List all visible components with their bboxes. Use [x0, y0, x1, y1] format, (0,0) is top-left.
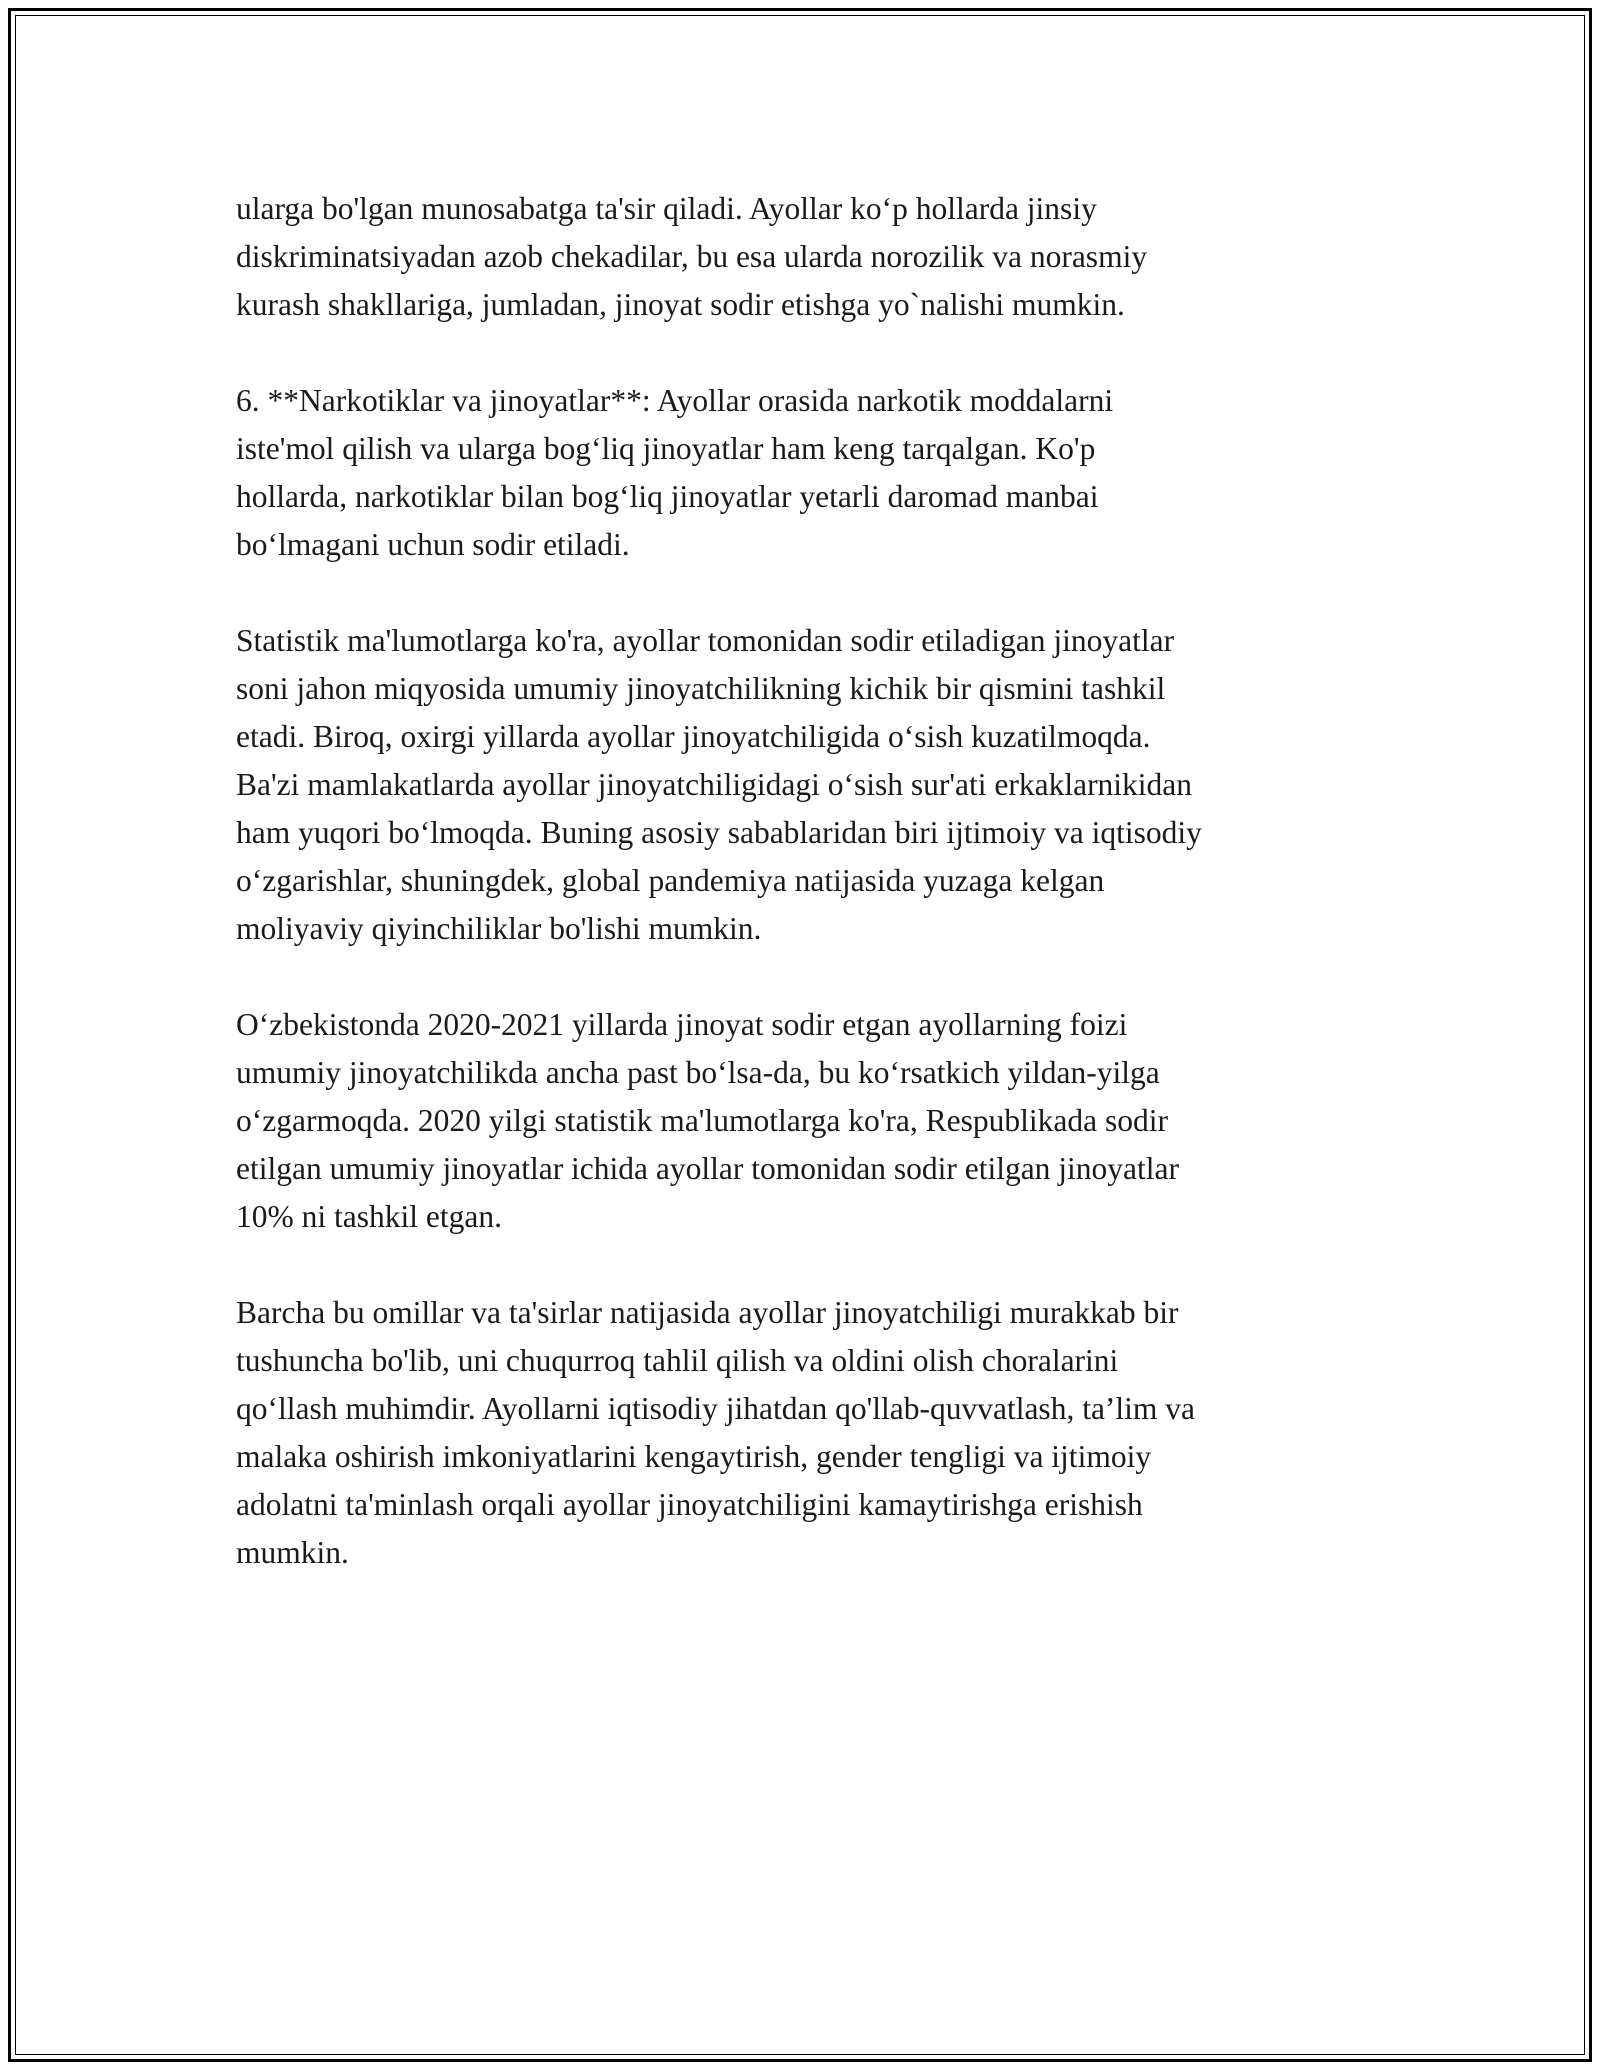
paragraph-statistics-uzbekistan: O‘zbekistonda 2020-2021 yillarda jinoyat sodir etgan ayollarning foizi umumiy jinoyatchilikda ancha past bo‘lsa-da, bu ko‘rsatkich yildan-yilga o‘zgarmoqda. 2020 yilgi statistik ma'lumotlarga ko'ra, Respublikada sodir etilgan umumiy jinoyatlar ichida ayollar tomonidan sodir etilgan jinoyatlar 10% ni tashkil etgan. [236, 1007, 1180, 1234]
document-body [236, 185, 1386, 1577]
paragraph-conclusion: Barcha bu omillar va ta'sirlar natijasida ayollar jinoyatchiligi murakkab bir tushuncha bo'lib, uni chuqurroq tahlil qilish va oldini olish choralarini qo‘llash muhimdir. Ayollarni iqtisodiy jihatdan qo'llab-quvvatlash, ta’lim va malaka oshirish imkoniyatlarini kengaytirish, gender tengligi va ijtimoiy adolatni ta'minlash orqali ayollar jinoyatchiligini kamaytirishga erishish mumkin. [236, 1295, 1196, 1570]
paragraph-gender-discrimination: ularga bo'lgan munosabatga ta'sir qiladi. Ayollar ko‘p hollarda jinsiy diskriminatsiyadan azob chekadilar, bu esa ularda norozilik va norasmiy kurash shakllariga, jumladan, jinoyat sodir etishga yo`nalishi mumkin. [236, 191, 1148, 322]
paragraph-narcotics: 6. **Narkotiklar va jinoyatlar**: Ayollar orasida narkotik moddalarni iste'mol qilish va ularga bog‘liq jinoyatlar ham keng tarqalgan. Ko'p hollarda, narkotiklar bilan bog‘liq jinoyatlar yetarli daromad manbai bo‘lmagani uchun sodir etiladi. [236, 383, 1114, 562]
paragraph-statistics-global: Statistik ma'lumotlarga ko'ra, ayollar tomonidan sodir etiladigan jinoyatlar soni jahon miqyosida umumiy jinoyatchilikning kichik bir qismini tashkil etadi. Biroq, oxirgi yillarda ayollar jinoyatchiligida o‘sish kuzatilmoqda. Ba'zi mamlakatlarda ayollar jinoyatchiligidagi o‘sish sur'ati erkaklarnikidan ham yuqori bo‘lmoqda. Buning asosiy sabablaridan biri ijtimoiy va iqtisodiy o‘zgarishlar, shuningdek, global pandemiya natijasida yuzaga kelgan moliyaviy qiyinchiliklar bo'lishi mumkin. [236, 623, 1202, 946]
